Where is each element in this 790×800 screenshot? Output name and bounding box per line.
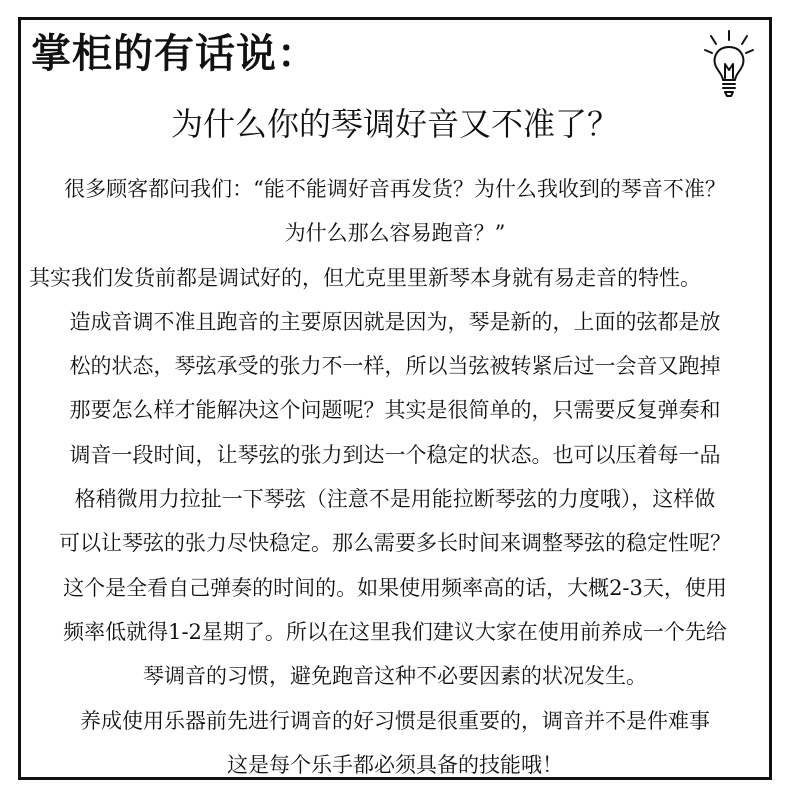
text-line: 很多顾客都问我们：“能不能调好音再发货？为什么我收到的琴音不准？ bbox=[64, 177, 726, 201]
page-heading: 掌柜的有话说： bbox=[31, 31, 318, 77]
text-line: 可以让琴弦的张力尽快稳定。那么需要多长时间来调整琴弦的稳定性呢？ bbox=[59, 531, 731, 556]
text-line: 调音一段时间，让琴弦的张力到达一个稳定的状态。也可以压着每一品 bbox=[69, 442, 721, 467]
text-line: 这个是全看自己弹奏的时间的。如果使用频率高的话，大概2-3天，使用 bbox=[63, 575, 727, 600]
notice-frame bbox=[18, 17, 772, 780]
text-line: 为什么那么容易跑音？” bbox=[284, 221, 506, 246]
page-subtitle: 为什么你的琴调好音又不准了？ bbox=[170, 105, 619, 143]
text-line: 格稍微用力拉扯一下琴弦（注意不是用能拉断琴弦的力度哦），这样做 bbox=[74, 487, 716, 512]
text-line: 造成音调不准且跑音的主要原因就是因为，琴是新的，上面的弦都是放 bbox=[69, 309, 721, 334]
article-body bbox=[29, 167, 761, 787]
text-line: 松的状态，琴弦承受的张力不一样，所以当弦被转紧后过一会音又跑掉 bbox=[69, 354, 721, 379]
lightbulb-icon bbox=[703, 30, 755, 100]
text-line: 这是每个乐手都必须具备的技能哦！ bbox=[227, 752, 563, 777]
text-line: 频率低就得1-2星期了。所以在这里我们建议大家在使用前养成一个先给 bbox=[63, 619, 727, 644]
text-line: 那要怎么样才能解决这个问题呢？其实是很简单的，只需要反复弹奏和 bbox=[69, 398, 721, 423]
text-line: 其实我们发货前都是调试好的，但尤克里里新琴本身就有易走音的特性。 bbox=[29, 265, 701, 290]
text-line: 琴调音的习惯，避免跑音这种不必要因素的状况发生。 bbox=[143, 664, 647, 689]
text-line: 养成使用乐器前先进行调音的好习惯是很重要的，调音并不是件难事 bbox=[80, 708, 710, 733]
